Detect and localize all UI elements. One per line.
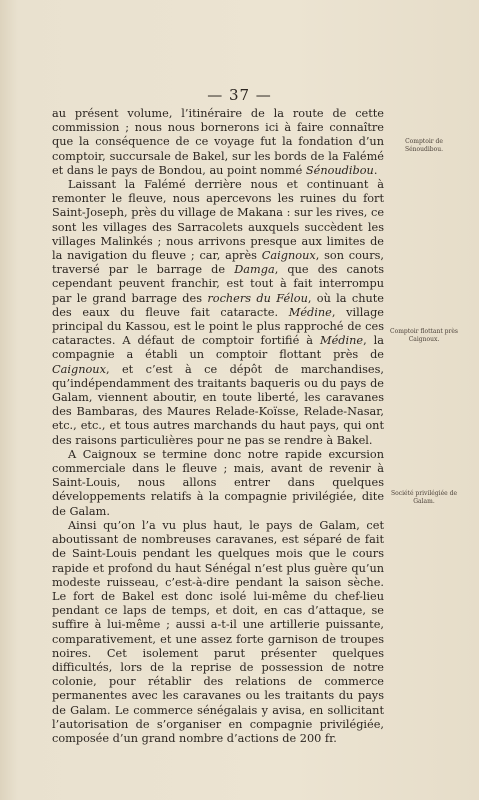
- italic-text: Médine: [288, 305, 332, 319]
- text-run: , et c’est à ce dépôt de marchandises, qu’indépendamment des traitants baqueris ou du pays de Galam, viennent aboutir, en toute liberté, les caravanes des Bambaras, des Maures Relade-Koïsse, Relade-Nasar, etc., etc., et tous autres marchands du haut pays, qui ont des raisons particulières pour ne pas se rendre à Bakel.: [52, 362, 384, 447]
- text-run: , la compagnie a établi un comptoir flottant près de: [52, 334, 384, 362]
- text-run: , que des canots cependant peuvent franchir, est tout à fait interrompu par le grand barrage des: [52, 263, 384, 305]
- body-text: [52, 107, 384, 746]
- paragraph: [52, 448, 384, 519]
- italic-text: rochers du Félou: [207, 291, 308, 305]
- italic-text: Caignoux: [52, 362, 106, 376]
- margin-note: Comptoir flottant près Caignoux.: [390, 328, 458, 343]
- margin-note: Société privilégiée de Galam.: [391, 490, 457, 505]
- paragraph: [52, 519, 384, 746]
- text-run: .: [373, 163, 378, 177]
- page-number: — 37 —: [207, 86, 272, 104]
- italic-text: Damga: [234, 263, 275, 277]
- paragraph: [52, 178, 384, 448]
- margin-note: Comptoir de Sénoudibou.: [405, 138, 443, 153]
- italic-text: Caignoux: [261, 249, 316, 263]
- text-run: au présent volume, l’itinéraire de la route de cette commission ; nous nous bornerons ici à faire connaître que la conséquence de ce voyage fut la fondation d’un comptoir, succursale de Bakel, sur les bords de la Falémé et dans le pays de Bondou, au point nommé: [52, 107, 384, 177]
- italic-text: Médine: [320, 334, 364, 348]
- text-run: A Caignoux se termine donc notre rapide excursion commerciale dans le fleuve ; mais, avant de revenir à Saint-Louis, nous allons entrer dans quelques développements relatifs à la compagnie privilégiée, dite de Galam.: [52, 447, 384, 518]
- text-run: , village principal du Kassou, est le point le plus rapproché de ces cataractes. A défaut de comptoir fortifié à: [52, 305, 384, 348]
- text-run: Ainsi qu’on l’a vu plus haut, le pays de Galam, cet aboutissant de nombreuses caravanes, est séparé de fait de Saint-Louis pendant les quelques mois que le cours rapide et profond du haut Sénégal n’est plus guère qu’un modeste ruisseau, c’est-à-dire pendant la saison sèche. Le fort de Bakel est donc isolé lui-même du chef-lieu pendant ce laps de temps, et doit, en cas d’attaque, se suffire à lui-même ; aussi a-t-il une artillerie puissante, comparativement, et une assez forte garnison de troupes noires. Cet isolement parut présenter quelques difficultés, lors de la reprise de possession de notre colonie, pour rétablir des relations de commerce permanentes avec les caravanes ou les traitants du pays de Galam. Le commerce sénégalais y avisa, en sollicitant l’autorisation de s’organiser en compagnie privilégiée, composée d’un grand nombre d’actions de 200 fr.: [52, 518, 384, 745]
- paragraph: [52, 107, 384, 178]
- italic-text: Sénoudibou: [305, 163, 374, 177]
- text-run: , son cours, traversé par le barrage de: [52, 249, 384, 277]
- text-run: , où la chute des eaux du fleuve fait cataracte.: [52, 291, 384, 319]
- text-run: Laissant la Falémé derrière nous et continuant à remonter le fleuve, nous apercevons les ruines du fort Saint-Joseph, près du village de Makana : sur les rives, ce sont les villages des Sarracolets auxquels succèdent les villages Malinkés ; nous arrivons presque aux limites de la navigation du fleuve ; car, après: [52, 178, 384, 263]
